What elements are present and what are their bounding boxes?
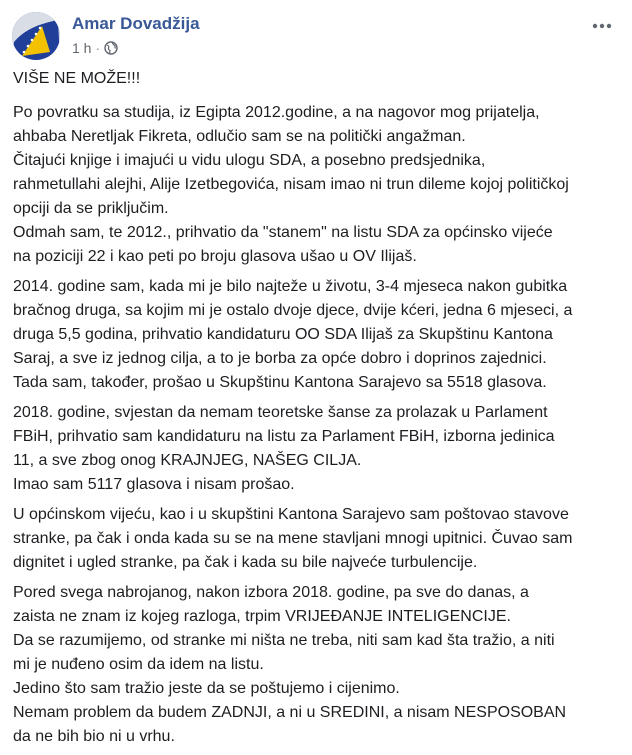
post-text-line: Tada sam, također, prošao u Skupštinu Kantona Sarajevo sa 5518 glasova.	[13, 374, 547, 391]
post-text-line: U općinskom vijeću, kao i u skupštini Kantona Sarajevo sam poštovao stavove	[13, 506, 569, 523]
post-text-line: Da se razumijemo, od stranke mi ništa ne treba, niti sam kad šta tražio, a niti	[13, 632, 555, 649]
post-text-line: bračnog druga, sa kojim mi je ostalo dvoje djece, dvije kćeri, jedna 6 mjeseci, a	[13, 302, 573, 319]
avatar-flag-image	[12, 12, 60, 60]
post-paragraph	[13, 67, 623, 91]
more-options-button[interactable]	[588, 16, 616, 36]
post-text-line: Jedino što sam tražio jeste da se poštujemo i cijenimo.	[13, 680, 400, 697]
post-text-line: opciji da se priključim.	[13, 200, 169, 217]
post-text-line: zaista ne znam iz kojeg razloga, trpim VRIJEĐANJE INTELIGENCIJE.	[13, 608, 511, 625]
post-paragraph	[13, 401, 623, 497]
post-text-line: VIŠE NE MOŽE!!!	[13, 70, 141, 87]
post-text-line: ahbaba Neretljak Fikreta, odlučio sam se na politički angažman.	[13, 128, 466, 145]
post-text-line: Čitajući knjige i imajući u vidu ulogu SDA, a posebno predsjednika,	[13, 152, 486, 169]
post-text-line: Imao sam 5117 glasova i nisam prošao.	[13, 476, 295, 493]
post-text-line: Saraj, a sve iz jednog cilja, a to je borba za opće dobro i doprinos zajednici.	[13, 350, 547, 367]
post-text-line: 11, a sve zbog onog KRAJNJEG, NAŠEG CILJA.	[13, 452, 362, 469]
post-meta	[72, 40, 118, 56]
post-text-line: Po povratku sa studija, iz Egipta 2012.godine, a na nagovor mog prijatelja,	[13, 104, 540, 121]
post-text-line: dignitet i ugled stranke, pa čak i kada su bile najveće turbulencije.	[13, 554, 478, 571]
post-text-line: 2014. godine sam, kada mi je bilo najteže u životu, 3-4 mjeseca nakon gubitka	[13, 278, 568, 295]
post-header	[12, 10, 620, 60]
post-text-line: Odmah sam, te 2012., prihvatio da "stanem" na listu SDA za općinsko vijeće	[13, 224, 553, 241]
post-paragraph	[13, 503, 623, 575]
post-text-line: Nemam problem da budem ZADNJI, a ni u SREDINI, a nisam NESPOSOBAN	[13, 704, 567, 721]
post-paragraph	[13, 581, 623, 749]
post-text-line: druga 5,5 godina, prihvatio kandidaturu OO SDA Ilijaš za Skupštinu Kantona	[13, 326, 553, 343]
more-horizontal-icon	[592, 23, 612, 29]
post-paragraph	[13, 101, 623, 269]
post-text-line: Pored svega nabrojanog, nakon izbora 2018. godine, pa sve do danas, a	[13, 584, 529, 601]
post-body	[13, 64, 623, 755]
meta-separator: ·	[95, 40, 101, 56]
post-text-line: na poziciji 22 i kao peti po broju glasova ušao u OV Ilijaš.	[13, 248, 417, 265]
post-text-line: da ne bih bio ni u vrhu.	[13, 728, 175, 745]
author-name[interactable]: Amar Dovadžija	[72, 14, 200, 33]
post-paragraph	[13, 275, 623, 395]
post-text-line: rahmetullahi alejhi, Alije Izetbegovića, nisam imao ni trun dileme kojoj političkoj	[13, 176, 569, 193]
post-text-line: mi je nuđeno osim da idem na listu.	[13, 656, 264, 673]
post-text-line: stranke, pa čak i onda kada su se na mene stavljani mnogi upitnici. Čuvao sam	[13, 530, 573, 547]
post-text-line: FBiH, prihvatio sam kandidaturu na listu za Parlament FBiH, izborna jedinica	[13, 428, 555, 445]
globe-icon[interactable]	[104, 41, 118, 55]
post-text-line: 2018. godine, svjestan da nemam teoretske šanse za prolazak u Parlament	[13, 404, 548, 421]
avatar[interactable]	[12, 12, 60, 60]
timestamp[interactable]: 1 h	[72, 40, 92, 56]
